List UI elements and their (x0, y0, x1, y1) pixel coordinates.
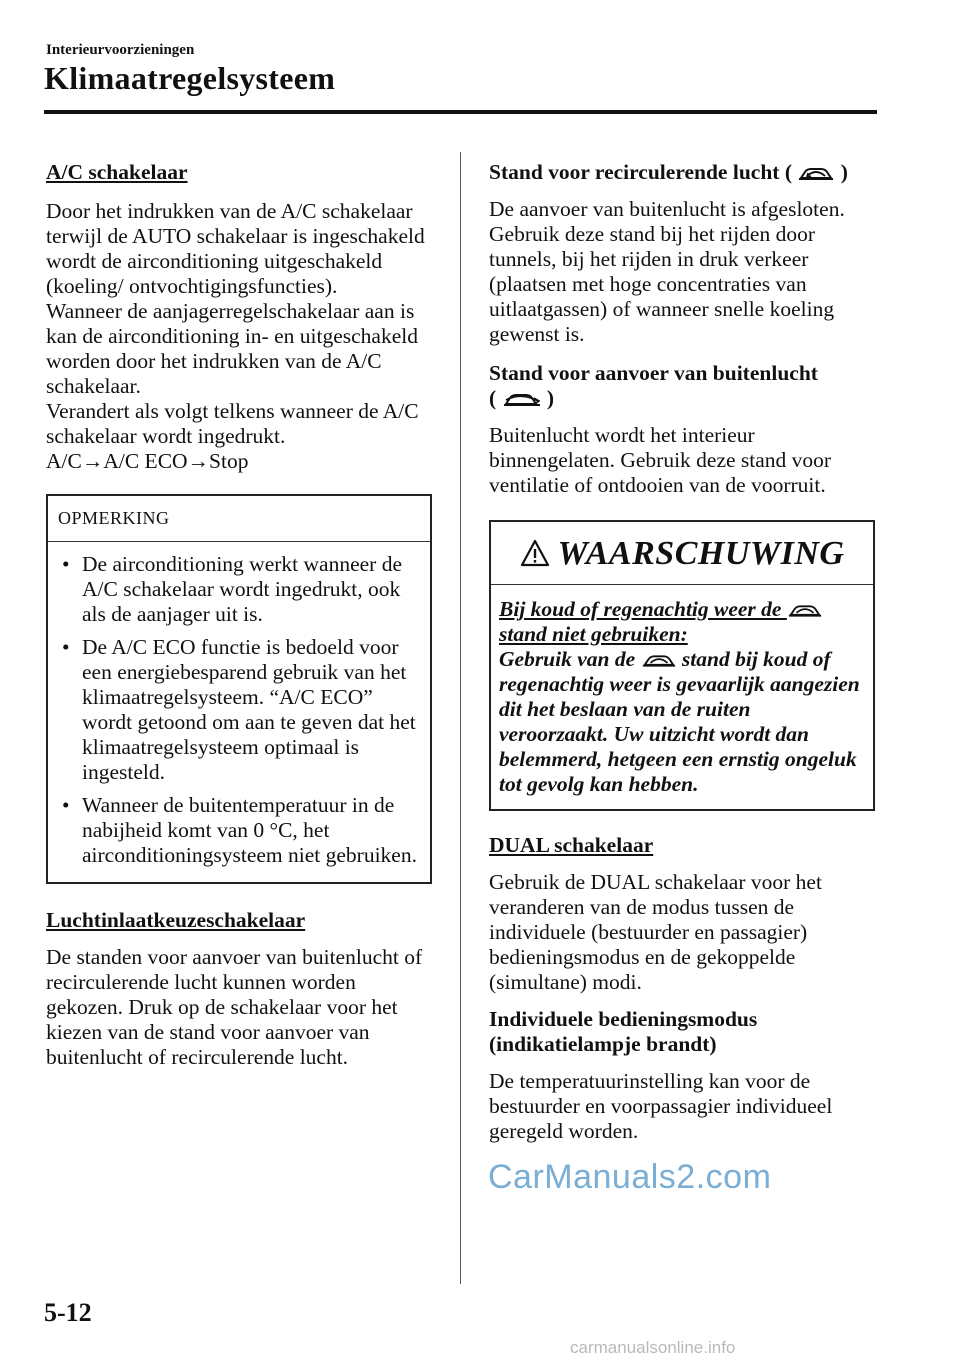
individual-mode-heading: Individuele bedieningsmodus (indikatielampje brandt) (489, 1007, 758, 1056)
page-title: Klimaatregelsysteem (44, 60, 336, 96)
warning-header (491, 522, 873, 585)
watermark-logo: CarManuals2.com (488, 1158, 772, 1196)
warning-box (489, 520, 875, 811)
right-column (489, 160, 875, 1144)
warning-subheading: Bij koud of regenachtig weer de stand niet gebruiken: (499, 597, 865, 647)
air-intake-heading: Luchtinlaatkeuzeschakelaar (46, 908, 306, 932)
recirculation-heading: Stand voor recirculerende lucht ( ) (489, 160, 848, 184)
note-item: • De airconditioning werkt wanneer de A/C schakelaar wordt ingedrukt, ook als de aanjager uit is. (62, 552, 402, 626)
warning-body (491, 585, 873, 809)
ac-paragraph-1: Door het indrukken van de A/C schakelaar terwijl de AUTO schakelaar is ingeschakeld wordt de airconditioning uitgeschakeld (koeling/ ontvochtigingsfuncties). (46, 199, 425, 298)
warning-triangle-icon (520, 539, 550, 567)
recirculation-paragraph: De aanvoer van buitenlucht is afgesloten. Gebruik deze stand bij het rijden door tunnels, bij het rijden in druk verkeer (plaatsen met hoge concentraties van uitlaatgassen) of wanneer snelle koeling gewenst is. (489, 197, 845, 346)
note-list (48, 542, 430, 882)
dual-switch-heading: DUAL schakelaar (489, 833, 654, 857)
outside-air-paragraph: Buitenlucht wordt het interieur binnengelaten. Gebruik deze stand voor ventilatie of ontdooien van de voorruit. (489, 423, 832, 497)
bullet-icon: • (62, 635, 70, 659)
page-number: 5-12 (44, 1298, 92, 1327)
section-label: Interieurvoorzieningen (46, 42, 195, 58)
column-divider (460, 152, 461, 1284)
note-box (46, 494, 432, 884)
note-title: OPMERKING (48, 496, 430, 542)
bullet-icon: • (62, 793, 70, 817)
recirculation-icon (797, 165, 835, 183)
footer-watermark: carmanualsonline.info (570, 1338, 736, 1357)
note-item: • De A/C ECO functie is bedoeld voor een energiebesparend gebruik van het klimaatregelsysteem. “A/C ECO” wordt getoond om aan te geven dat het klimaatregelsysteem optimaal is ingesteld. (62, 635, 416, 784)
note-item: • Wanneer de buitentemperatuur in de nabijheid komt van 0 °C, het airconditioningsysteem niet gebruiken. (62, 793, 417, 867)
ac-paragraph-3: Verandert als volgt telkens wanneer de A/C schakelaar wordt ingedrukt. (46, 399, 419, 448)
ac-switch-heading: A/C schakelaar (46, 160, 188, 184)
header-rule (44, 110, 877, 114)
recirculation-icon (641, 652, 677, 670)
ac-mode-sequence: A/C→A/C ECO→Stop (46, 449, 249, 473)
warning-text: Gebruik van de stand bij koud of regenachtig weer is gevaarlijk aangezien dit het beslaan van de ruiten veroorzaakt. Uw uitzicht wordt dan belemmerd, hetgeen een ernstig ongeluk tot gevolg kan hebben. (499, 647, 860, 796)
left-column (46, 160, 436, 1070)
individual-mode-paragraph: De temperatuurinstelling kan voor de bestuurder en voorpassagier individueel geregeld worden. (489, 1069, 833, 1143)
warning-title: WAARSCHUWING (557, 534, 845, 572)
ac-paragraph-2: Wanneer de aanjagerregelschakelaar aan is kan de airconditioning in- en uitgeschakeld worden door het indrukken van de A/C schakelaar. (46, 299, 418, 398)
air-intake-paragraph: De standen voor aanvoer van buitenlucht of recirculerende lucht kunnen worden gekozen. Druk op de schakelaar voor het kiezen van de stand voor aanvoer van buitenlucht of recirculerende lucht. (46, 945, 423, 1069)
bullet-icon: • (62, 552, 70, 576)
outside-air-heading: Stand voor aanvoer van buitenlucht ( ) (489, 361, 818, 410)
outside-air-icon (502, 391, 542, 409)
recirculation-icon (787, 602, 823, 620)
dual-paragraph: Gebruik de DUAL schakelaar voor het veranderen van de modus tussen de individuele (bestuurder en passagier) bedieningsmodus en de gekoppelde (simultane) modi. (489, 870, 822, 994)
